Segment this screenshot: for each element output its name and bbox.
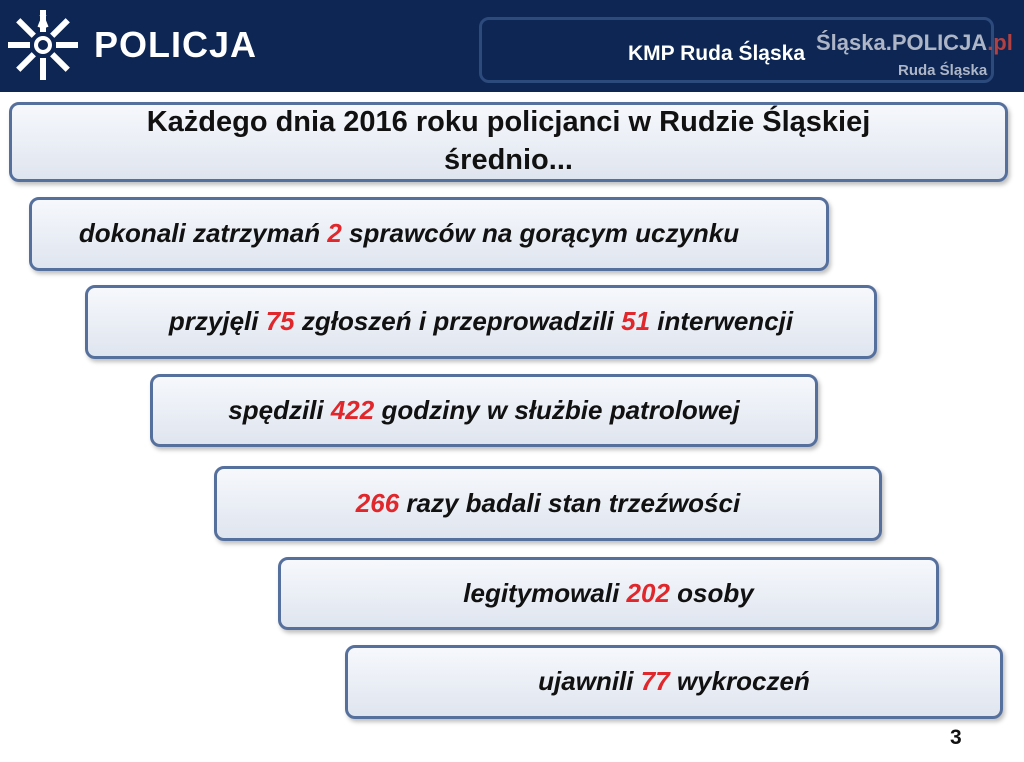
page-number: 3 [950, 726, 962, 749]
fact-box-reports [85, 285, 877, 359]
fact-text-pre: przyjęli [168, 306, 266, 337]
fact-number: 422 [330, 394, 375, 425]
title-line-1: Każdego dnia 2016 roku policjanci w Rudzie Śląskiej [146, 106, 871, 139]
fact-text-pre: dokonali zatrzymań [78, 218, 328, 249]
fact-number: 77 [640, 666, 670, 697]
fact-text-pre: legitymowali [463, 577, 627, 608]
fact-number: 75 [265, 306, 295, 337]
fact-text-post: wykroczeń [669, 666, 810, 697]
watermark-sub: Ruda Śląska [898, 62, 988, 79]
fact-text-pre: spędzili [228, 394, 331, 425]
fact-number-2: 51 [621, 306, 651, 337]
fact-number: 202 [626, 577, 670, 608]
fact-text-post: razy badali stan trzeźwości [399, 487, 741, 518]
brand-wordmark: POLICJA [94, 24, 258, 65]
fact-text [79, 218, 739, 249]
fact-box-id-checks [278, 557, 939, 630]
fact-text [169, 306, 793, 337]
fact-number: 2 [327, 218, 342, 249]
fact-box-offences [345, 645, 1003, 719]
fact-text-pre: ujawnili [538, 666, 641, 697]
title-line-2: średnio... [444, 144, 573, 176]
fact-box-sobriety [214, 466, 882, 541]
header-bar [0, 0, 1024, 92]
watermark-logo [816, 30, 1013, 56]
fact-text-post: osoby [669, 577, 754, 608]
fact-text-post: interwencji [650, 306, 794, 337]
fact-text [228, 395, 739, 426]
fact-number: 266 [355, 487, 400, 518]
title-box [9, 102, 1008, 182]
police-star-icon [6, 8, 80, 82]
fact-text-post: sprawców na gorącym uczynku [341, 218, 740, 249]
page-title [147, 104, 871, 179]
watermark-main: Śląska.POLICJA [816, 30, 988, 55]
fact-text-post: godziny w służbie patrolowej [374, 394, 740, 425]
watermark-tld: .pl [987, 30, 1013, 55]
fact-text [538, 666, 810, 697]
fact-text [356, 488, 740, 519]
unit-name: KMP Ruda Śląska [628, 42, 806, 65]
fact-text [463, 578, 753, 609]
fact-text-mid: zgłoszeń i przeprowadzili [294, 306, 622, 337]
fact-box-patrol [150, 374, 818, 447]
fact-box-arrests [29, 197, 829, 271]
